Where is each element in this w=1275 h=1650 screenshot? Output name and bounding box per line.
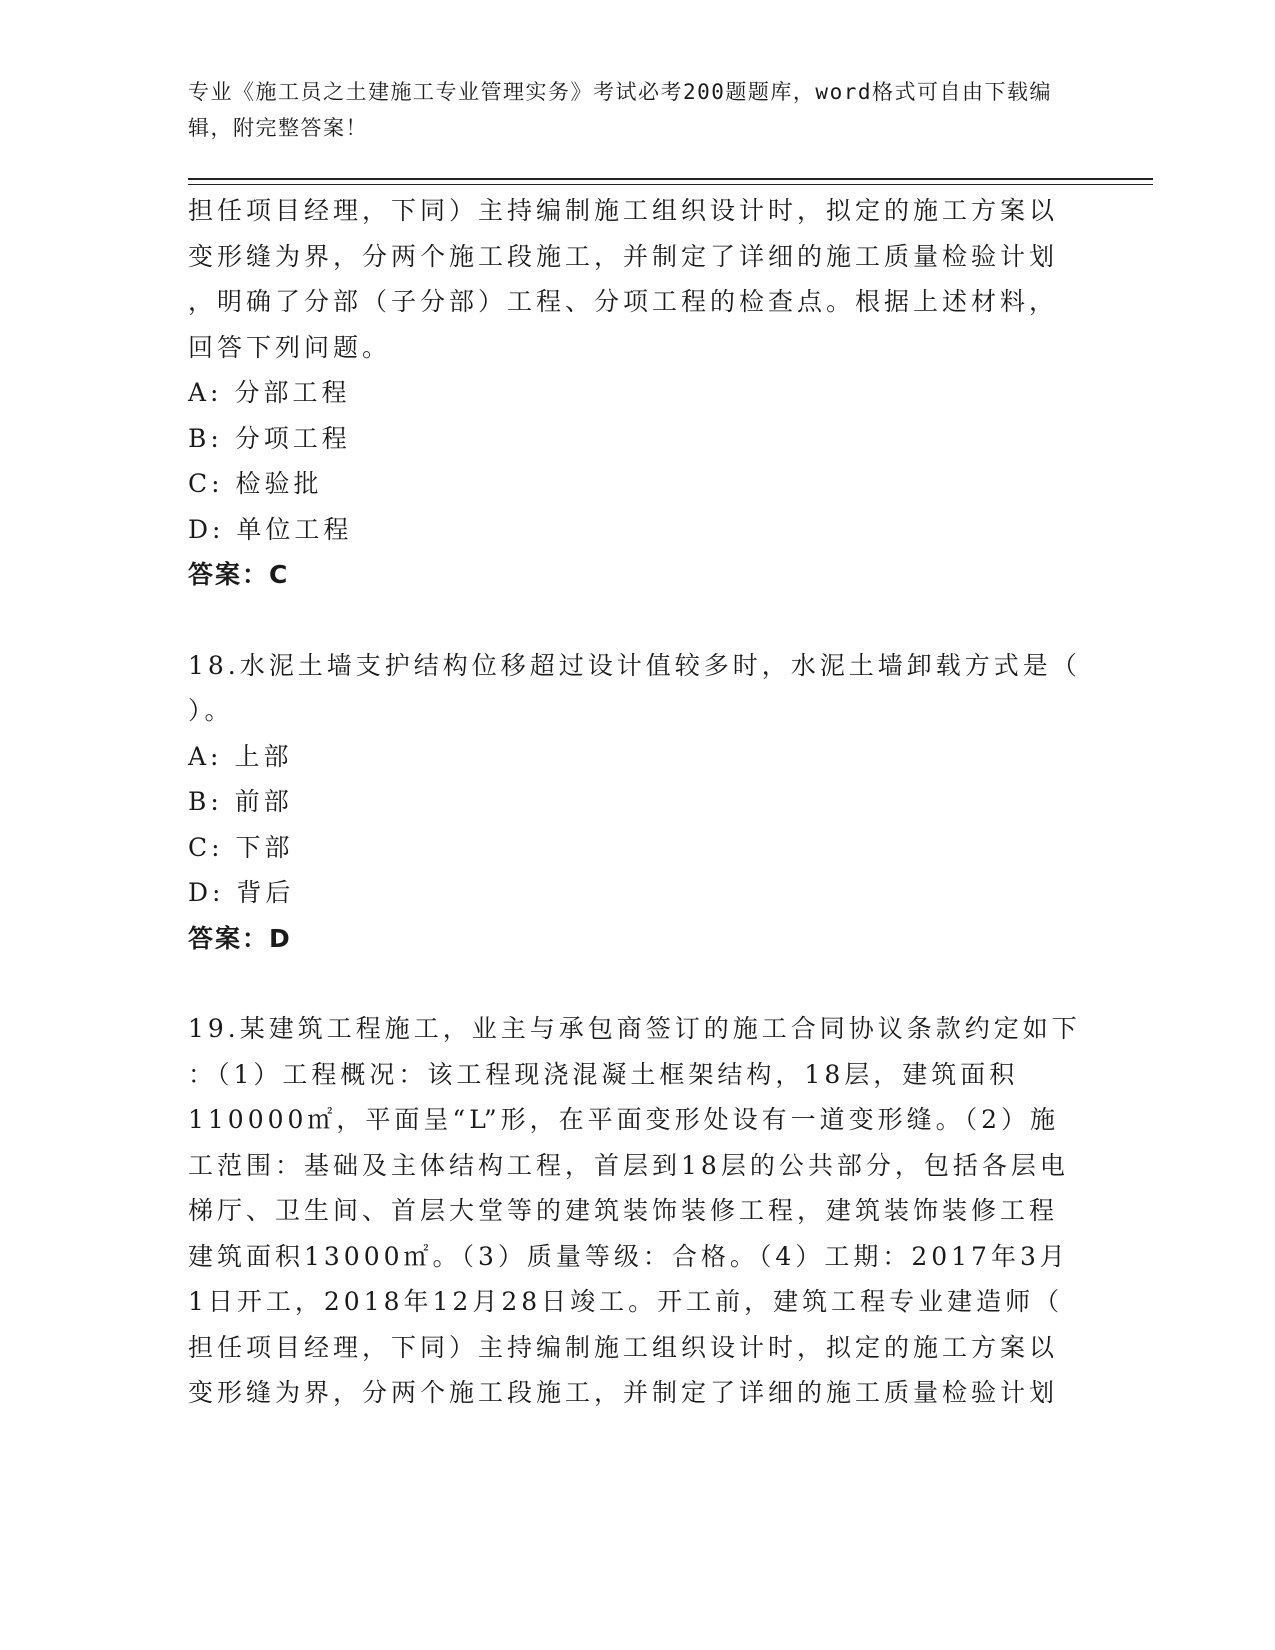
option-letter: B: [188,787,223,816]
option-letter: B: [188,423,223,453]
question-19 [188,1006,1088,1416]
question-stem-line: 变形缝为界，分两个施工段施工，并制定了详细的施工质量检验计划 [188,1378,1059,1407]
answer-label: 答案：C [188,560,290,589]
spacer [188,598,1088,643]
option-text: 下部 [235,832,294,862]
option-letter: A: [188,378,223,407]
question-stem-line: 变形缝为界，分两个施工段施工，并制定了详细的施工质量检验计划 [188,241,1059,271]
question-stem-line: 18.水泥土墙支护结构位移超过设计值较多时，水泥土墙卸载方式是（ [188,650,1081,680]
question-stem-line: 担任项目经理，下同）主持编制施工组织设计时，拟定的施工方案以 [188,196,1059,225]
question-stem-line: 建筑面积13000㎡。（3）质量等级：合格。（4）工期：2017年3月 [188,1241,1069,1271]
header-rule-thin [188,184,1153,185]
question-stem-line: 回答下列问题。 [188,332,392,362]
option-letter: D: [188,514,225,544]
option-b [188,779,1088,825]
option-c [188,461,1088,507]
option-text: 单位工程 [236,514,353,544]
spacer [188,961,1088,1006]
option-letter: A: [188,741,223,771]
option-letter: D: [188,878,225,907]
question-stem-line: 1日开工，2018年12月28日竣工。开工前，建筑工程专业建造师（ [188,1287,1064,1316]
option-d [188,870,1088,916]
option-d [188,507,1088,553]
question-stem-line: ）。 [188,696,234,725]
option-text: 分项工程 [234,423,351,453]
question-stem-line: 19.某建筑工程施工，业主与承包商签订的施工合同协议条款约定如下 [188,1014,1081,1043]
option-a [188,370,1088,416]
option-letter: C: [188,832,224,862]
option-letter: C: [188,469,224,498]
question-17 [188,188,1088,598]
document-body [188,188,1088,1416]
question-stem-line: 担任项目经理，下同）主持编制施工组织设计时，拟定的施工方案以 [188,1332,1059,1362]
option-a [188,734,1088,780]
option-text: 分部工程 [234,378,351,407]
question-stem-line: 梯厅、卫生间、首层大堂等的建筑装饰装修工程，建筑装饰装修工程 [188,1196,1059,1225]
option-text: 前部 [234,787,293,816]
header-rule-thick [188,178,1153,180]
option-b [188,416,1088,462]
option-c [188,825,1088,871]
question-stem-line: 110000㎡，平面呈“L”形，在平面变形处设有一道变形缝。（2）施 [188,1105,1060,1134]
option-text: 上部 [234,741,293,771]
question-stem-line: ，明确了分部（子分部）工程、分项工程的检查点。根据上述材料， [188,287,1059,316]
question-18 [188,643,1088,962]
option-text: 背后 [236,878,295,907]
option-text: 检验批 [235,469,323,498]
document-header: 专业《施工员之土建施工专业管理实务》考试必考200题题库，word格式可自由下载编辑，附完整答案！ [188,80,1052,140]
question-stem-line: ：（1）工程概况：该工程现浇混凝土框架结构，18层，建筑面积 [188,1059,1019,1089]
question-stem-line: 工范围：基础及主体结构工程，首层到18层的公共部分，包括各层电 [188,1150,1069,1180]
answer-label: 答案：D [188,923,292,953]
